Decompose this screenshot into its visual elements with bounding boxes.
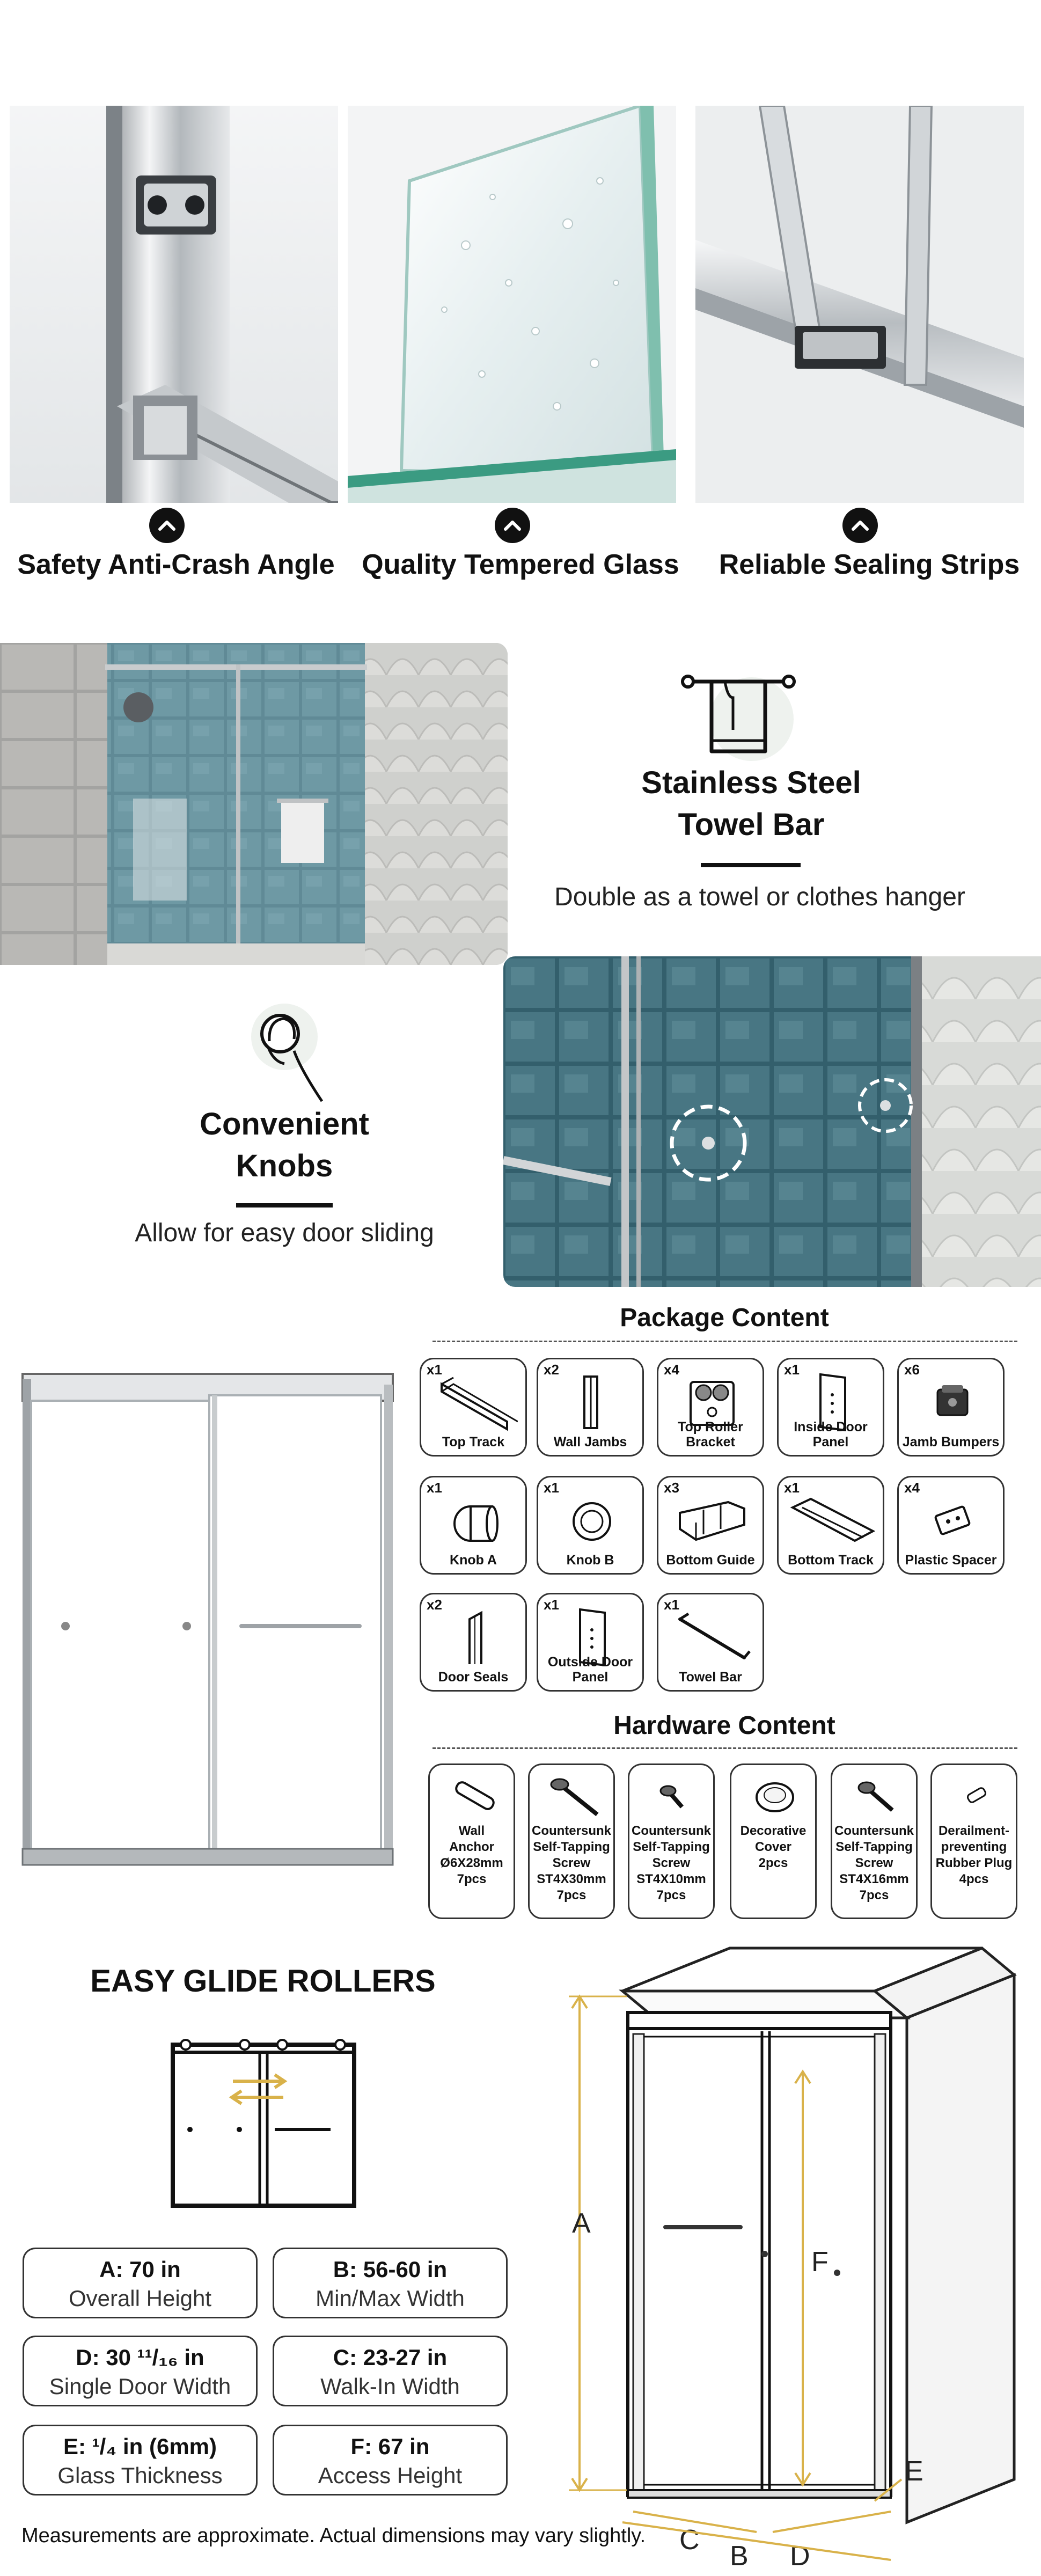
knob-a-icon [432,1491,518,1549]
item-name: Jamb Bumpers [902,1435,1000,1450]
towel-bar-description: Double as a towel or clothes hanger [554,883,965,911]
item-name: Knob A [450,1553,497,1568]
package-item [537,1476,644,1575]
anti-crash-photo [10,106,338,503]
item-quantity: x4 [904,1480,920,1496]
knobs-divider [236,1203,333,1208]
hardware-item [930,1763,1017,1919]
hardware-line: Countersunk [631,1824,711,1838]
dimension-diagram [553,1943,1036,2565]
hardware-line: 2pcs [758,1856,788,1870]
screw-short-icon [638,1772,708,1820]
spec-card [273,2336,508,2406]
package-item [897,1358,1005,1457]
measurement-note: Measurements are approximate. Actual dimensions may vary slightly. [21,2524,646,2547]
roller-diagram [170,2037,357,2214]
spec-card [23,2248,258,2318]
item-quantity: x2 [427,1597,442,1613]
dimension-d-label: D [790,2541,810,2565]
knobs-title: Convenient Knobs [200,1107,369,1183]
knob-b-icon [549,1491,635,1549]
tempered-glass-photo [348,106,676,503]
towel-bar-divider [701,863,801,867]
hardware-description [531,1823,612,1904]
knobs-description: Allow for easy door sliding [135,1219,434,1247]
item-name: Inside Door Panel [794,1419,868,1450]
package-item [897,1476,1005,1575]
hardware-heading: Hardware Content [613,1711,835,1740]
package-heading: Package Content [620,1304,829,1332]
spec-label: Single Door Width [49,2374,231,2399]
spec-card [273,2248,508,2318]
item-name: Bottom Guide [666,1553,755,1568]
rollers-title: EASY GLIDE ROLLERS [90,1964,436,1999]
towel-bar-title: Stainless Steel Towel Bar [641,765,861,842]
shower-door-drawing [16,1363,402,1878]
hardware-line: ST4X30mm [537,1872,606,1886]
item-name: Top Track [442,1435,505,1450]
knob-closeup-photo [503,956,1041,1287]
item-name: Plastic Spacer [905,1553,997,1568]
hardware-line: preventing [941,1840,1007,1854]
item-quantity: x1 [427,1480,442,1496]
dimension-f-label: F [811,2246,829,2278]
item-quantity: x6 [904,1362,920,1378]
hardware-description [732,1823,814,1871]
dimension-a-label: A [572,2208,591,2239]
towel-bar-icon [674,665,803,767]
dimension-e-label: E [905,2456,923,2487]
wall-anchor-icon [438,1772,508,1820]
spec-label: Glass Thickness [57,2463,223,2488]
hardware-line: ST4X16mm [839,1872,909,1886]
hardware-line: Wall [458,1824,485,1838]
chevron-up-icon [842,508,878,543]
package-item [420,1358,527,1457]
hardware-line: Self-Tapping [533,1840,610,1854]
item-name: Towel Bar [679,1670,742,1685]
spec-value: B: 56-60 in [333,2257,448,2282]
item-quantity: x1 [427,1362,442,1378]
spec-card [23,2336,258,2406]
item-name: Top Roller Bracket [678,1419,743,1450]
hardware-line: 7pcs [859,1888,889,1902]
jamb-bumper-icon [910,1373,995,1431]
hardware-line: Countersunk [531,1824,611,1838]
spec-card [23,2425,258,2496]
hardware-line: 4pcs [959,1872,989,1886]
spec-value: C: 23-27 in [333,2345,448,2370]
hardware-item [428,1763,515,1919]
package-divider [432,1341,1017,1342]
hardware-line: Screw [652,1856,691,1870]
package-item [777,1476,884,1575]
hardware-line: 7pcs [656,1888,686,1902]
hardware-description [833,1823,915,1904]
hardware-line: Self-Tapping [633,1840,710,1854]
spec-label: Access Height [318,2463,463,2488]
item-quantity: x1 [664,1597,679,1613]
spec-value: A: 70 in [99,2257,181,2282]
package-item [537,1358,644,1457]
decorative-cover-icon [740,1772,810,1820]
item-name: Knob B [566,1553,614,1568]
item-quantity: x1 [544,1480,559,1496]
package-item [657,1593,764,1692]
door-seal-icon [432,1608,518,1666]
spec-value: F: 67 in [350,2434,430,2459]
item-name: Door Seals [438,1670,509,1685]
hardware-description [631,1823,712,1904]
feature-label: Quality Tempered Glass [362,549,679,580]
spec-label: Min/Max Width [316,2286,465,2311]
hardware-description [431,1823,512,1887]
item-quantity: x1 [784,1480,800,1496]
screw-medium-icon [841,1772,911,1820]
spec-label: Walk-In Width [320,2374,460,2399]
hardware-line: Cover [754,1840,792,1854]
hardware-line: Decorative [740,1824,807,1838]
hardware-line: Screw [552,1856,591,1870]
top-track-icon [432,1373,518,1431]
hardware-line: Anchor [449,1840,494,1854]
hardware-item [730,1763,817,1919]
hardware-line: 7pcs [457,1872,487,1886]
sealing-strip-photo [695,106,1024,503]
wall-jamb-icon [549,1373,635,1431]
spec-card [273,2425,508,2496]
item-name: Outside Door Panel [547,1655,633,1685]
hardware-divider [432,1747,1017,1749]
item-quantity: x4 [664,1362,679,1378]
hardware-line: Derailment- [938,1824,1010,1838]
knob-icon [231,999,338,1107]
shower-photo [0,643,508,965]
dimension-b-label: B [730,2541,749,2565]
hardware-line: ST4X10mm [636,1872,706,1886]
spec-value: D: 30 ¹¹/₁₆ in [76,2345,204,2370]
spec-label: Overall Height [68,2286,212,2311]
towel-bar-icon [669,1608,755,1666]
chevron-up-icon [495,508,530,543]
dimension-c-label: C [679,2524,700,2556]
hardware-item [628,1763,715,1919]
hardware-description [933,1823,1015,1887]
package-item [657,1476,764,1575]
hardware-line: Rubber Plug [935,1856,1013,1870]
feature-label: Safety Anti-Crash Angle [17,549,335,580]
plastic-spacer-icon [910,1491,995,1549]
bottom-guide-icon [669,1491,755,1549]
feature-label: Reliable Sealing Strips [719,549,1020,580]
hardware-line: 7pcs [556,1888,587,1902]
spec-value: E: ¹/₄ in (6mm) [63,2434,217,2459]
rubber-plug-icon [941,1772,1010,1820]
hardware-item [528,1763,615,1919]
screw-long-icon [538,1772,608,1820]
hardware-line: Ø6X28mm [440,1856,503,1870]
item-quantity: x1 [784,1362,800,1378]
package-item [537,1593,644,1692]
hardware-line: Screw [855,1856,893,1870]
item-name: Bottom Track [788,1553,874,1568]
item-quantity: x2 [544,1362,559,1378]
package-item [777,1358,884,1457]
bottom-track-icon [789,1491,875,1549]
hardware-line: Self-Tapping [835,1840,913,1854]
package-item [420,1476,527,1575]
item-quantity: x3 [664,1480,679,1496]
item-name: Wall Jambs [553,1435,627,1450]
hardware-item [831,1763,918,1919]
item-quantity: x1 [544,1597,559,1613]
hardware-line: Countersunk [834,1824,914,1838]
package-item [657,1358,764,1457]
chevron-up-icon [149,508,185,543]
package-item [420,1593,527,1692]
